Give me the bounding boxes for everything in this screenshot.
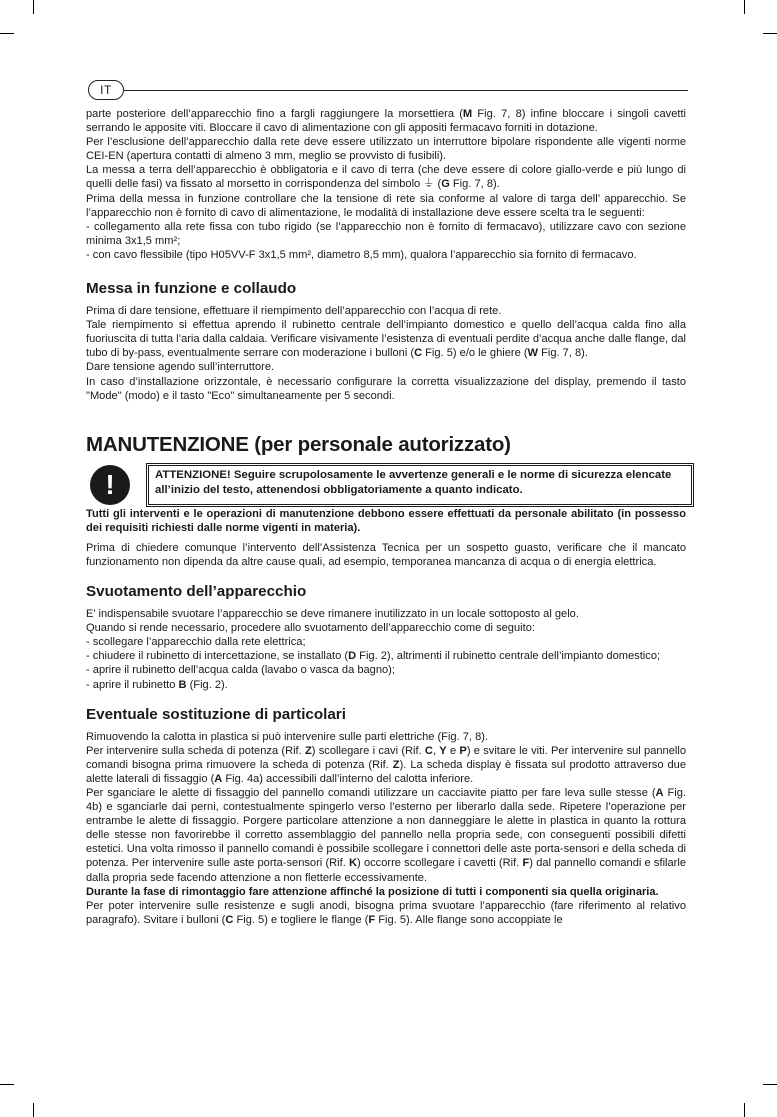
crop-mark: [744, 0, 745, 14]
intro-paragraph: La messa a terra dell’apparecchio è obbligatoria e il cavo di terra (che deve essere di colore giallo-verde e più lungo di quelli delle fasi) va fissato al morsetto in corrispondenza del simbolo ⏚ (G Fig. 7, 8).: [86, 164, 686, 191]
crop-mark: [763, 33, 777, 34]
warning-icon: !: [90, 465, 130, 505]
section-title-manutenzione: MANUTENZIONE (per personale autorizzato): [86, 432, 511, 456]
intro-paragraph: Per l’esclusione dell’apparecchio dalla rete deve essere utilizzato un interruttore bipolare rispondente alle vigenti norme CEI-EN (apertura contatti di almeno 3 mm, meglio se provvisto di fusibili).: [86, 136, 686, 163]
section-title-svuotamento: Svuotamento dell’apparecchio: [86, 583, 307, 601]
section-title-messa-in-funzione: Messa in funzione e collaudo: [86, 280, 297, 298]
list-item: - aprire il rubinetto dell’acqua calda (lavabo o vasca da bagno);: [86, 664, 395, 677]
list-item: - scollegare l’apparecchio dalla rete elettrica;: [86, 636, 306, 649]
intro-paragraph: - collegamento alla rete fissa con tubo rigido (se l’apparecchio non è fornito di fermacavo), utilizzare cavo con sezione minima 3x1,5 mm²;: [86, 220, 686, 247]
language-header: [88, 80, 688, 102]
language-badge: IT: [88, 80, 124, 100]
crop-mark: [33, 1103, 34, 1117]
messa-paragraph: In caso d’installazione orizzontale, è necessario configurare la corretta visualizzazione del display, premendo il tasto "Mode" (modo) e il tasto "Eco" simultaneamente per 5 secondi.: [86, 375, 686, 402]
svuotamento-paragraph: E’ indispensabile svuotare l’apparecchio se deve rimanere inutilizzato in un locale sottoposto al gelo.: [86, 608, 579, 621]
crop-mark: [33, 0, 34, 14]
crop-mark: [744, 1103, 745, 1117]
list-item: - aprire il rubinetto B (Fig. 2).: [86, 678, 228, 691]
crop-mark: [763, 1084, 777, 1085]
header-rule: [124, 90, 688, 91]
messa-paragraph: Dare tensione agendo sull’interruttore.: [86, 361, 275, 374]
maintenance-paragraph: Prima di chiedere comunque l’intervento dell’Assistenza Tecnica per un sospetto guasto, verificare che il mancato funzionamento non dipenda da altre cause quali, ad esempio, temporanea mancanza di acqua o di energia elettrica.: [86, 541, 686, 568]
messa-paragraph: Tale riempimento si effettua aprendo il rubinetto centrale dell’impianto domestico e quello dell’acqua calda fino alla fuoriuscita di tutta l’aria dalla caldaia. Verificare visivamente l’esistenza di eventuali perdite d’acqua anche dalle flange, dal tubo di by-pass, eventualmente serrare con moderazione i bulloni (C Fig. 5) e/o le ghiere (W Fig. 7, 8).: [86, 319, 686, 360]
crop-mark: [0, 33, 14, 34]
intro-paragraph: - con cavo flessibile (tipo H05VV-F 3x1,5 mm², diametro 8,5 mm), qualora l’apparecchio sia fornito di fermacavo.: [86, 248, 637, 261]
crop-mark: [0, 1084, 14, 1085]
ground-symbol-icon: ⏚: [423, 178, 435, 191]
sostituzione-paragraph: Per poter intervenire sulle resistenze e sugli anodi, bisogna prima svuotare l’apparecchio (fare riferimento al relativo paragrafo). Svitare i bulloni (C Fig. 5) e togliere le flange (F Fig. 5). Alle flange sono accoppiate le: [86, 899, 686, 926]
warning-box: ATTENZIONE! Seguire scrupolosamente le avvertenze generali e le norme di sicurezza elencate all’inizio del testo, attenendosi obbligatoriamente a quanto indicato.: [146, 463, 694, 507]
sostituzione-paragraph: Per sganciare le alette di fissaggio del pannello comandi utilizzare un cacciavite piatto per fare leva sulle stesse (A Fig. 4b) e sganciarle dai perni, contestualmente spingerlo verso l’esterno per liberarlo dalla sede. Ripetere l’operazione per entrambe le alette di fissaggio. Porgere particolare attenzione a non danneggiare le alette in plastica in quanto la rottura delle stesse non favorirebbe il corretto assemblaggio del pannello nella propria sede, con conseguenti possibili difetti estetici. Una volta rimosso il pannello comandi è possibile scollegare i connettori delle aste porta-sensori e della scheda di potenza. Per intervenire sulle aste porta-sensori (Rif. K) occorre scollegare i cavetti (Rif. F) dal pannello comandi e sfilarle dalla propria sede facendo attenzione a non fletterle eccessivamente.: [86, 787, 686, 884]
section-title-sostituzione: Eventuale sostituzione di particolari: [86, 705, 346, 723]
svuotamento-paragraph: Quando si rende necessario, procedere allo svuotamento dell’apparecchio come di seguito:: [86, 622, 535, 635]
sostituzione-paragraph: Per intervenire sulla scheda di potenza (Rif. Z) scollegare i cavi (Rif. C, Y e P) e svitare le viti. Per intervenire sul pannello comandi bisogna prima rimuovere la scheda di potenza (Rif. Z). La scheda display è fissata sul prodotto attraverso due alette laterali di fissaggio (A Fig. 4a) accessibili dall’interno del calotta inferiore.: [86, 744, 687, 785]
document-body: [86, 107, 686, 927]
sostituzione-paragraph: Rimuovendo la calotta in plastica si può intervenire sulle parti elettriche (Fig. 7, 8).: [86, 730, 489, 743]
warning-block: [86, 463, 686, 507]
intro-paragraph: parte posteriore dell’apparecchio fino a fargli raggiungere la morsettiera (M Fig. 7, 8) infine bloccare i singoli cavetti serrando le apposite viti. Bloccare il cavo di alimentazione con gli appositi fermacavo forniti in dotazione.: [86, 108, 686, 135]
intro-paragraph: Prima della messa in funzione controllare che la tensione di rete sia conforme al valore di targa dell’ apparecchio. Se l’apparecchio non è fornito di cavo di alimentazione, le modalità di installazione deve essere scelta tra le seguenti:: [86, 192, 686, 219]
maintenance-bold-note: Tutti gli interventi e le operazioni di manutenzione debbono essere effettuati da personale abilitato (in possesso dei requisiti richiesti dalle norme vigenti in materia).: [86, 507, 686, 534]
reassembly-bold-note: Durante la fase di rimontaggio fare attenzione affinché la posizione di tutti i componenti sia quella originaria.: [86, 885, 659, 898]
list-item: - chiudere il rubinetto di intercettazione, se installato (D Fig. 2), altrimenti il rubinetto centrale dell’impianto domestico;: [86, 650, 661, 663]
messa-paragraph: Prima di dare tensione, effettuare il riempimento dell’apparecchio con l’acqua di rete.: [86, 305, 502, 318]
